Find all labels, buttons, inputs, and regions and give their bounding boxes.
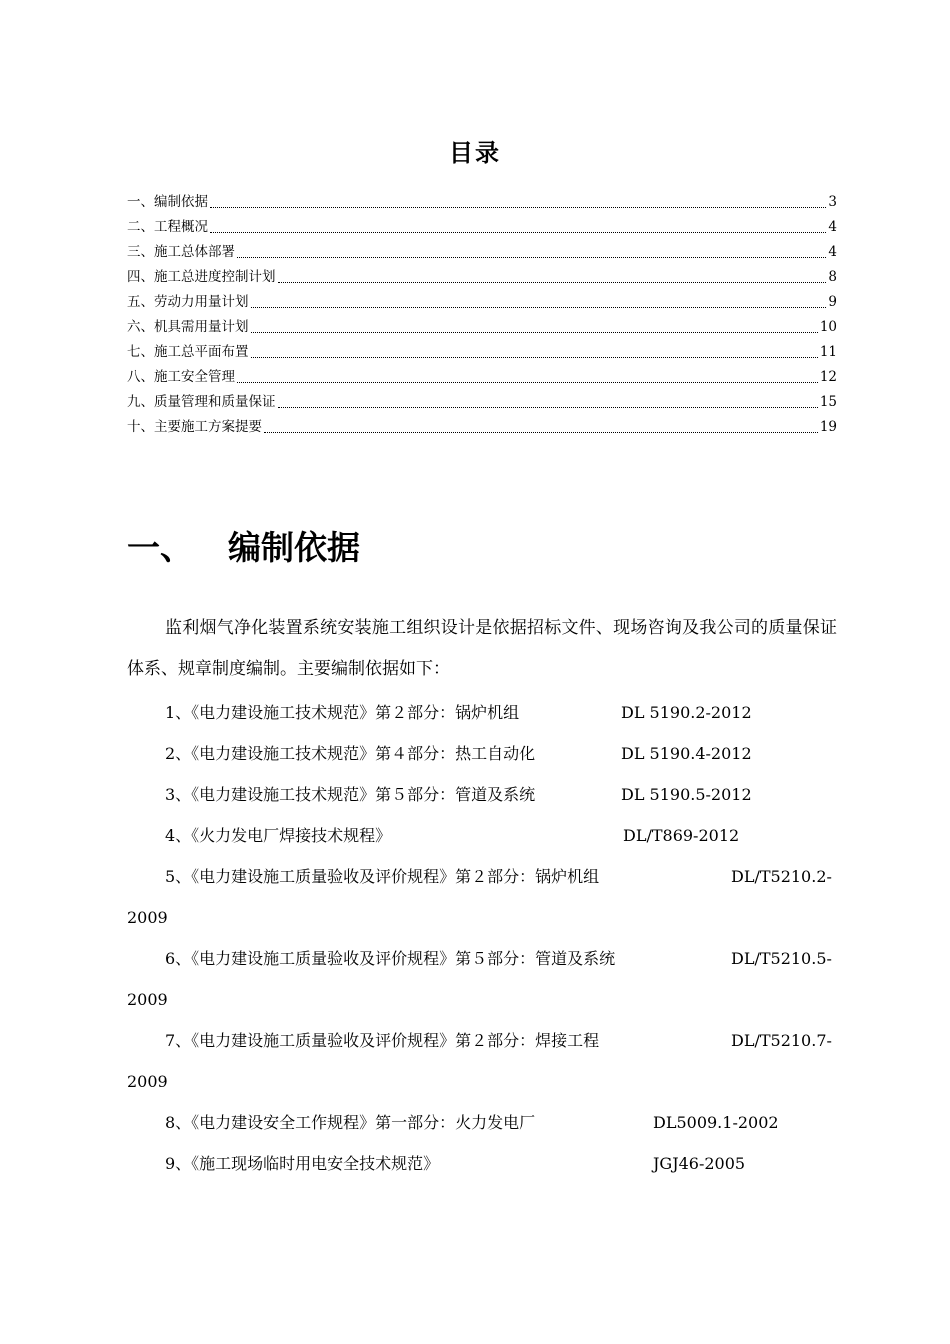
toc-leader-dots — [264, 431, 818, 433]
reference-title: 2、《电力建设施工技术规范》第４部分：热工自动化 — [165, 744, 536, 763]
reference-code: DL 5190.4-2012 — [621, 744, 752, 763]
toc-entry-label: 八、施工安全管理 — [127, 369, 235, 385]
toc-entry-page: 11 — [819, 344, 837, 360]
reference-code: DL/T869-2012 — [623, 826, 740, 845]
toc-leader-dots — [251, 331, 818, 333]
reference-item — [127, 938, 837, 1020]
reference-item — [127, 733, 837, 774]
reference-list — [127, 692, 837, 1184]
reference-code: DL/T5210.5- — [731, 949, 832, 968]
toc-leader-dots — [278, 281, 827, 283]
toc-entry-label: 五、劳动力用量计划 — [127, 294, 249, 310]
toc-entry-label: 二、工程概况 — [127, 219, 208, 235]
reference-code: DL5009.1-2002 — [653, 1113, 779, 1132]
reference-code-continuation: 2009 — [127, 908, 168, 927]
toc-entry[interactable] — [127, 190, 837, 215]
toc-title: 目录 — [449, 139, 501, 167]
toc-entry-page: 12 — [819, 369, 837, 385]
toc-entry[interactable] — [127, 265, 837, 290]
toc-entry[interactable] — [127, 290, 837, 315]
toc-entry-label: 六、机具需用量计划 — [127, 319, 249, 335]
toc-entry[interactable] — [127, 365, 837, 390]
reference-code: DL/T5210.7- — [731, 1031, 832, 1050]
toc-leader-dots — [237, 381, 818, 383]
section-title: 编制依据 — [228, 528, 360, 567]
toc-entry[interactable] — [127, 240, 837, 265]
toc-entry-page: 4 — [828, 219, 837, 235]
toc-leader-dots — [237, 256, 826, 258]
toc-entry-label: 四、施工总进度控制计划 — [127, 269, 276, 285]
reference-code-continuation: 2009 — [127, 990, 168, 1009]
reference-item — [127, 815, 837, 856]
reference-code: DL 5190.5-2012 — [621, 785, 752, 804]
reference-item — [127, 856, 837, 938]
reference-title: 9、《施工现场临时用电安全技术规范》 — [165, 1154, 440, 1173]
toc-entry[interactable] — [127, 315, 837, 340]
toc-entry-label: 三、施工总体部署 — [127, 244, 235, 260]
toc-entry-page: 8 — [828, 269, 837, 285]
toc-entry[interactable] — [127, 390, 837, 415]
table-of-contents — [127, 190, 837, 440]
reference-item — [127, 774, 837, 815]
toc-entry-label: 九、质量管理和质量保证 — [127, 394, 276, 410]
reference-title: 3、《电力建设施工技术规范》第５部分：管道及系统 — [165, 785, 536, 804]
reference-title: 5、《电力建设施工质量验收及评价规程》第２部分：锅炉机组 — [165, 867, 600, 886]
reference-item — [127, 1020, 837, 1102]
toc-entry-page: 15 — [819, 394, 837, 410]
reference-item — [127, 1143, 837, 1184]
toc-entry[interactable] — [127, 415, 837, 440]
toc-entry-label: 一、编制依据 — [127, 194, 208, 210]
toc-entry-page: 9 — [828, 294, 837, 310]
reference-title: 8、《电力建设安全工作规程》第一部分：火力发电厂 — [165, 1113, 536, 1132]
reference-title: 1、《电力建设施工技术规范》第２部分：锅炉机组 — [165, 703, 520, 722]
reference-title: 7、《电力建设施工质量验收及评价规程》第２部分：焊接工程 — [165, 1031, 600, 1050]
toc-entry-label: 七、施工总平面布置 — [127, 344, 249, 360]
section-heading — [127, 522, 360, 569]
toc-entry[interactable] — [127, 340, 837, 365]
toc-leader-dots — [210, 231, 826, 233]
reference-code: DL 5190.2-2012 — [621, 703, 752, 722]
toc-entry-label: 十、主要施工方案提要 — [127, 419, 262, 435]
reference-code: JGJ46-2005 — [653, 1154, 746, 1173]
toc-leader-dots — [251, 356, 818, 358]
toc-entry-page: 4 — [828, 244, 837, 260]
toc-entry-page: 10 — [819, 319, 837, 335]
toc-leader-dots — [251, 306, 827, 308]
reference-code: DL/T5210.2- — [731, 867, 832, 886]
toc-entry-page: 19 — [819, 419, 837, 435]
toc-leader-dots — [278, 406, 818, 408]
intro-paragraph: 监利烟气净化装置系统安装施工组织设计是依据招标文件、现场咨询及我公司的质量保证体系、规章制度编制。主要编制依据如下： — [127, 618, 837, 679]
toc-leader-dots — [210, 206, 826, 208]
reference-item — [127, 1102, 837, 1143]
toc-entry[interactable] — [127, 215, 837, 240]
reference-title: 6、《电力建设施工质量验收及评价规程》第５部分：管道及系统 — [165, 949, 616, 968]
reference-code-continuation: 2009 — [127, 1072, 168, 1091]
reference-title: 4、《火力发电厂焊接技术规程》 — [165, 826, 392, 845]
section-number: 一、 — [127, 528, 193, 567]
toc-entry-page: 3 — [828, 194, 837, 210]
reference-item — [127, 692, 837, 733]
